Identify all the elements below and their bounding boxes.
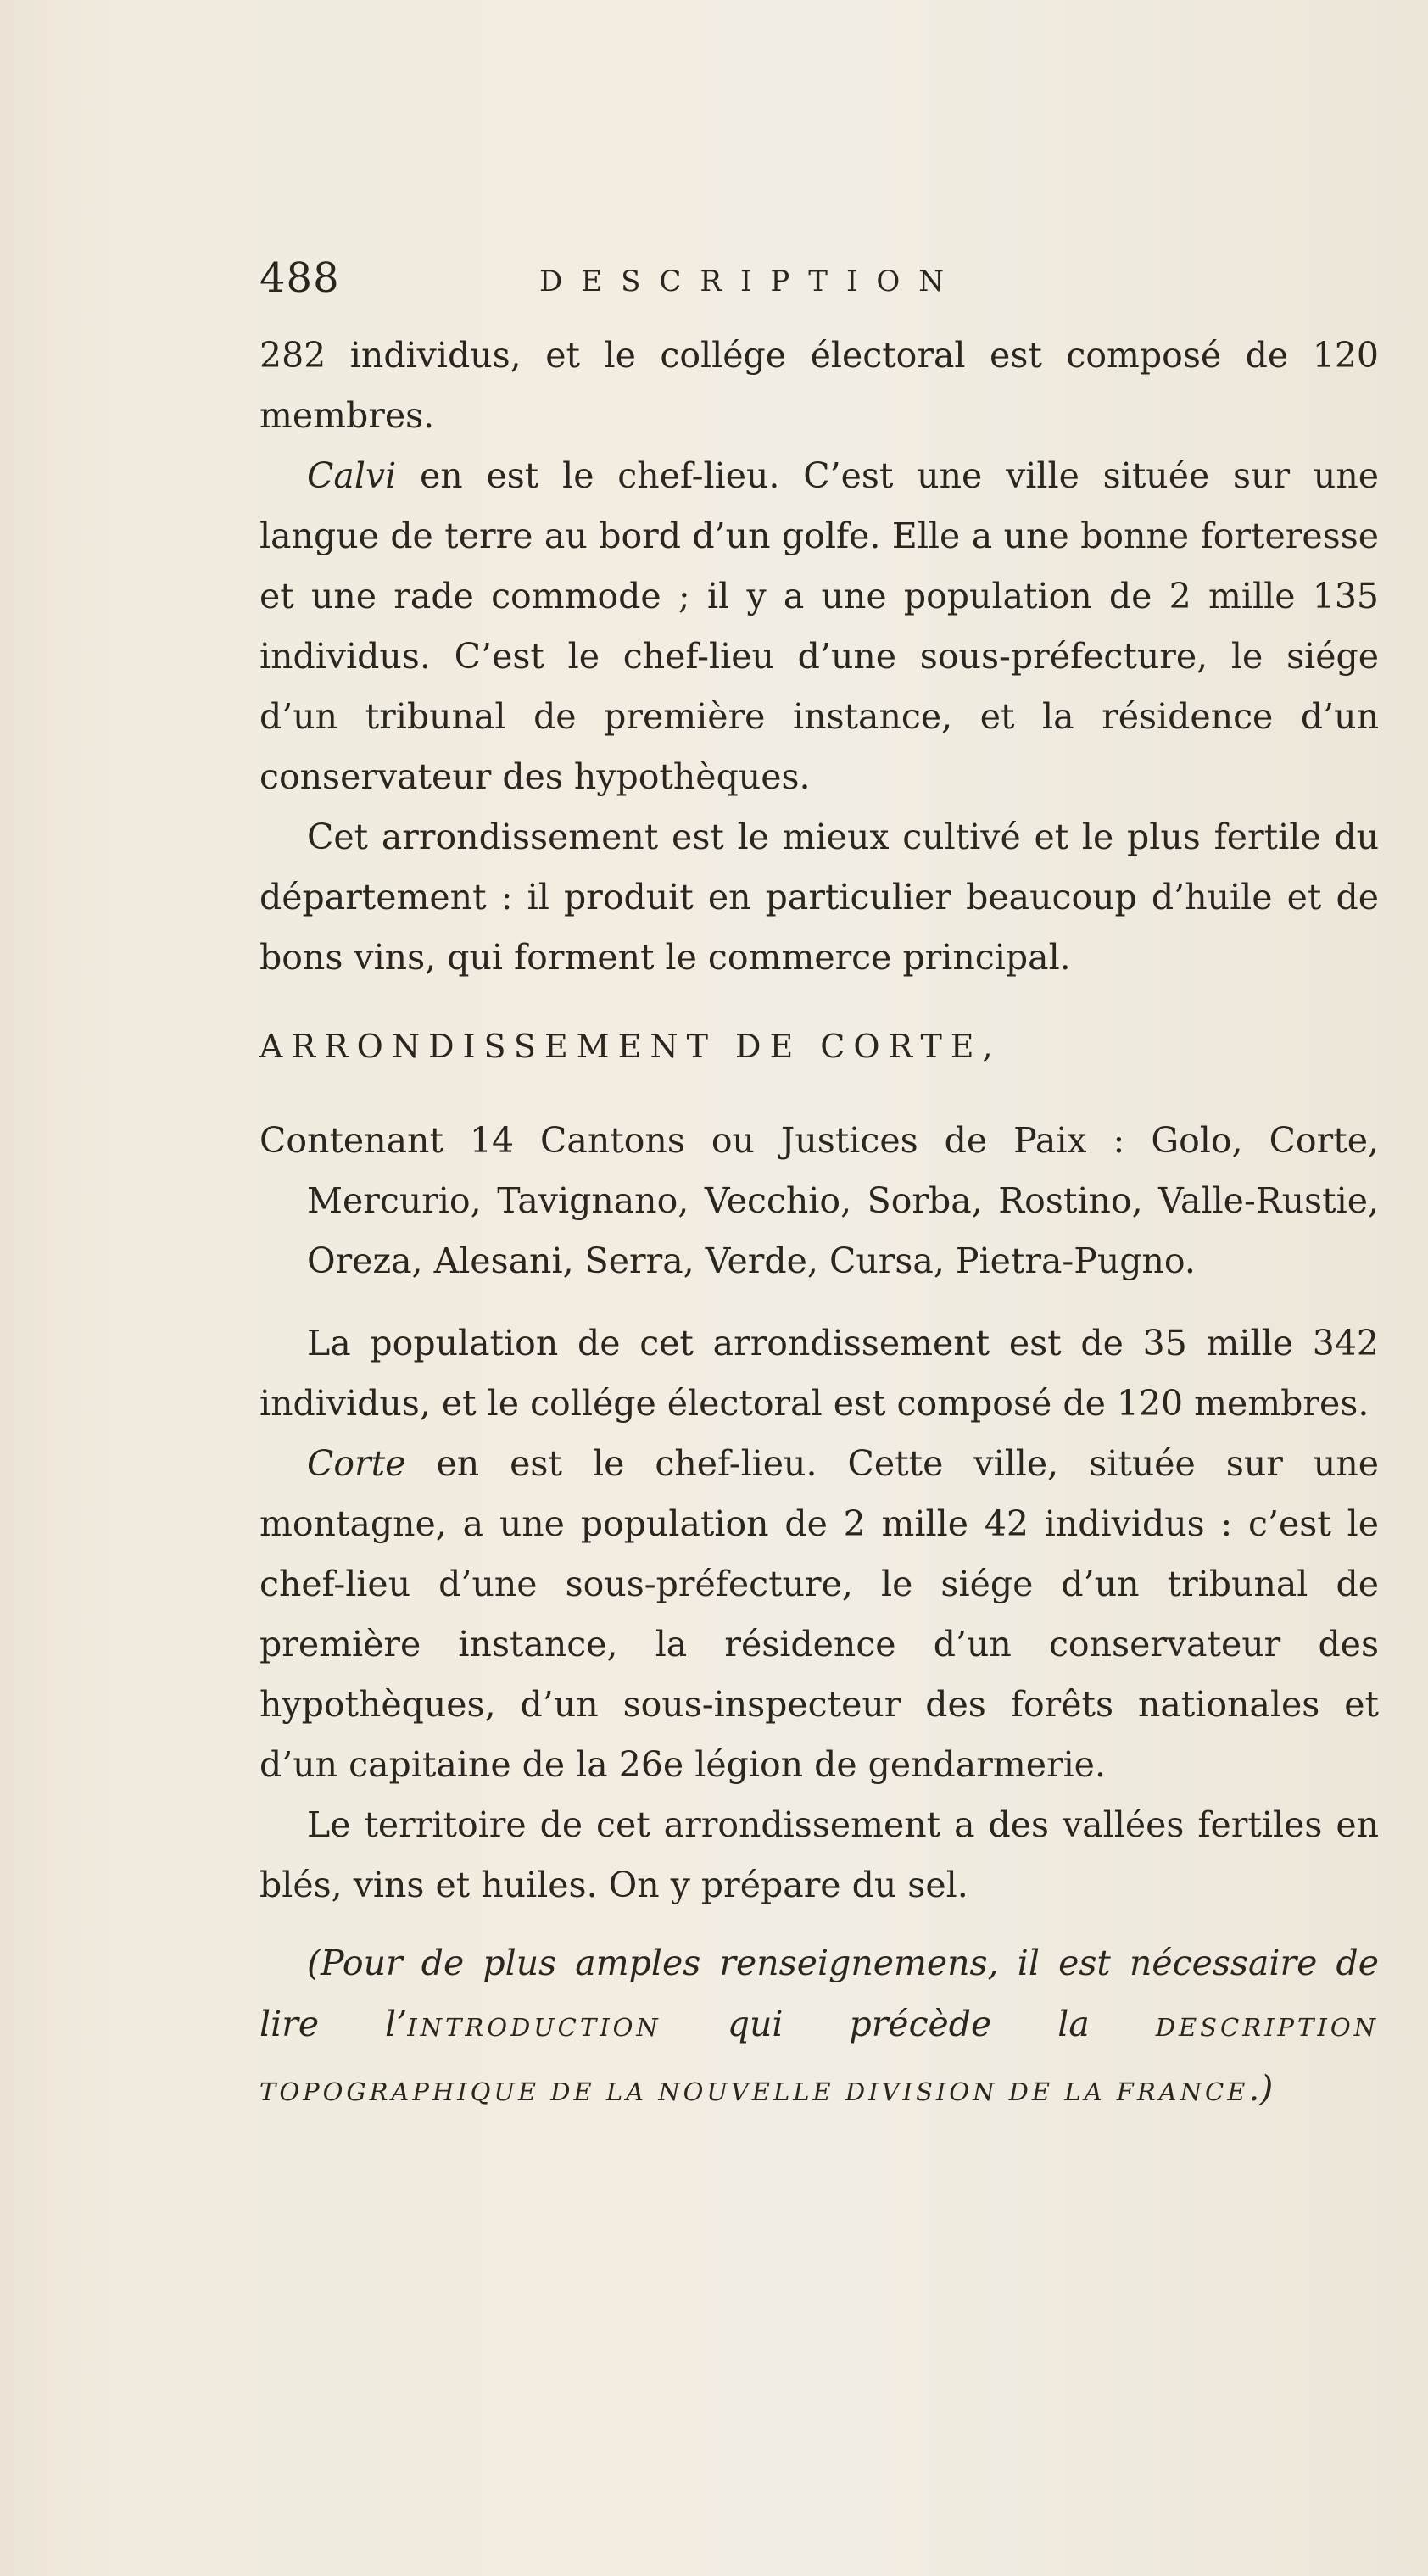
paragraph-agriculture: Cet arrondissement est le mieux cultivé et le plus fertile du département : il produit en particulier beaucoup d’huile et de bons vins, qui forment le commerce principal. — [259, 817, 1379, 978]
section-heading: ARRONDISSEMENT DE CORTE, — [259, 1028, 1001, 1065]
paragraph-continuation: 282 individus, et le collége électoral est composé de 120 membres. — [259, 335, 1379, 436]
footnote-part-e: .) — [1248, 2068, 1274, 2109]
footnote — [259, 1932, 1379, 2122]
footnote-introduction: INTRODUCTION — [407, 2013, 661, 2042]
running-title: DESCRIPTION — [539, 265, 963, 298]
place-name-calvi: Calvi — [307, 455, 397, 496]
body-text — [259, 326, 1379, 2122]
paragraph-corte-text: en est le chef-lieu. Cette ville, située sur une montagne, a une population de 2 mille 42 individus : c’est le chef-lieu d’une sous-préfecture, le siége d’un tribunal de première instance, la résidence d’un conservateur des hypothèques, d’un sous-inspecteur des forêts nationales et d’un capitaine de la 26e légion de gendarmerie. — [259, 1443, 1379, 1785]
paragraph-cantons: Contenant 14 Cantons ou Justices de Paix : Golo, Corte, Mercurio, Tavignano, Vecchio, Sorba, Rostino, Valle-Rustie, Oreza, Alesani, Serra, Verde, Cursa, Pietra-Pugno. — [259, 1120, 1379, 1281]
place-name-corte: Corte — [307, 1443, 406, 1484]
footnote-part-a: (Pour de plus amples renseignemens, il est nécessaire de lire l’ — [259, 1943, 1379, 2044]
page-number: 488 — [259, 254, 340, 302]
page-header — [259, 254, 1362, 322]
paragraph-calvi-text: en est le chef-lieu. C’est une ville située sur une langue de terre au bord d’un golfe. Elle a une bonne forteresse et une rade commode ; il y a une population de 2 mille 135 individus. C’est le chef-lieu d’une sous-préfecture, le siége d’un tribunal de première instance, et la résidence d’un conservateur des hypothèques. — [259, 455, 1379, 797]
paragraph-population: La population de cet arrondissement est de 35 mille 342 individus, et le collége électoral est composé de 120 membres. — [259, 1323, 1379, 1424]
paragraph-territory: Le territoire de cet arrondissement a des vallées fertiles en blés, vins et huiles. On y prépare du sel. — [259, 1804, 1379, 1905]
spacer — [259, 1291, 1379, 1313]
paragraph-corte — [259, 1434, 1379, 1795]
paragraph-calvi — [259, 446, 1379, 807]
footnote-description-title: DESCRIPTION TOPOGRAPHIQUE DE LA NOUVELLE DIVISION DE LA FRANCE — [259, 2013, 1379, 2106]
footnote-part-c: qui précède la — [661, 2004, 1156, 2044]
